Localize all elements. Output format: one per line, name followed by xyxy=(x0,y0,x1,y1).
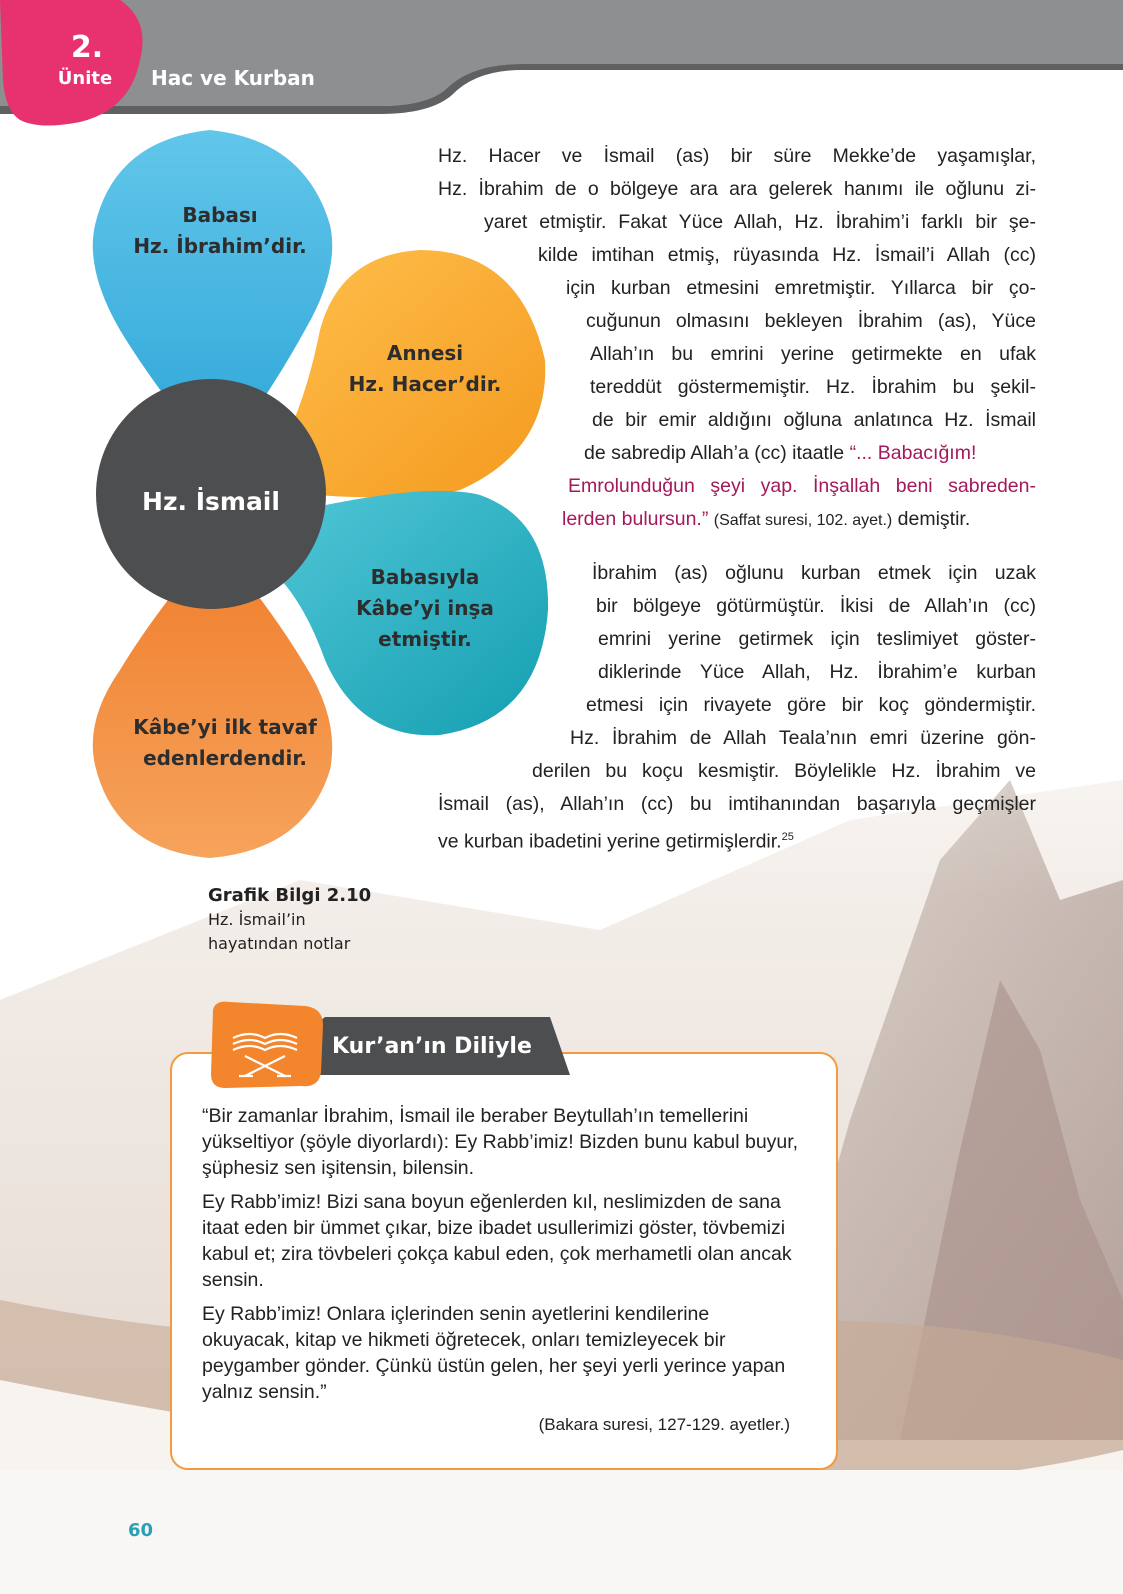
unit-number: 2. xyxy=(70,30,104,65)
unit-label: Ünite xyxy=(57,68,113,89)
header-band xyxy=(0,0,1123,130)
center-label: Hz. İsmail xyxy=(142,487,280,516)
petal-tawaf-text: Kâbe’yi ilk tavaf edenlerdendir. xyxy=(133,715,317,770)
petal-mother-text: Annesi Hz. Hacer’dir. xyxy=(348,341,502,396)
quran-reference: (Bakara suresi, 127-129. ayetler.) xyxy=(538,1415,790,1434)
page-number: 60 xyxy=(128,1520,154,1541)
footnote-marker: 25 xyxy=(781,831,794,843)
quran-box-title: Kur’an’ın Diliyle xyxy=(332,1034,532,1059)
chapter-title: Hac ve Kurban xyxy=(151,66,315,90)
quran-tab xyxy=(205,1000,325,1090)
quran-paragraph-2: Ey Rabb’imiz! Bizi sana boyun eğenlerden kıl, neslimizden de sana itaat eden bir ümmet çıkar, bize ibadet usullerimizi göster, tövbemizi kabul et; zira tövbeleri çokça kabul eden, çok merhametli olan ancak sensin. xyxy=(202,1191,792,1291)
quran-paragraph-1: “Bir zamanlar İbrahim, İsmail ile beraber Beytullah’ın temellerini yükseltiyor (şöyle diyorlardı): Ey Rabb’imiz! Bizden bunu kabul buyur, şüphesiz sen işitensin, bilensin. xyxy=(202,1105,799,1179)
quran-verse-text xyxy=(202,1103,802,1413)
graphic-caption: Grafik Bilgi 2.10 Hz. İsmail’in hayatından notlar xyxy=(208,885,372,953)
quran-paragraph-3: Ey Rabb’imiz! Onlara içlerinden senin ayetlerini kendilerine okuyacak, kitap ve hikmeti öğretecek, onları temizleyecek bir peygamber gönder. Çünkü üstün gelen, her şeyi yerli yerince yapan yalnız sensin.” xyxy=(202,1303,786,1403)
petal-father-text: Babası Hz. İbrahim’dir. xyxy=(133,203,307,258)
petal-kaaba-text: Babasıyla Kâbe’yi inşa etmiştir. xyxy=(356,565,494,651)
